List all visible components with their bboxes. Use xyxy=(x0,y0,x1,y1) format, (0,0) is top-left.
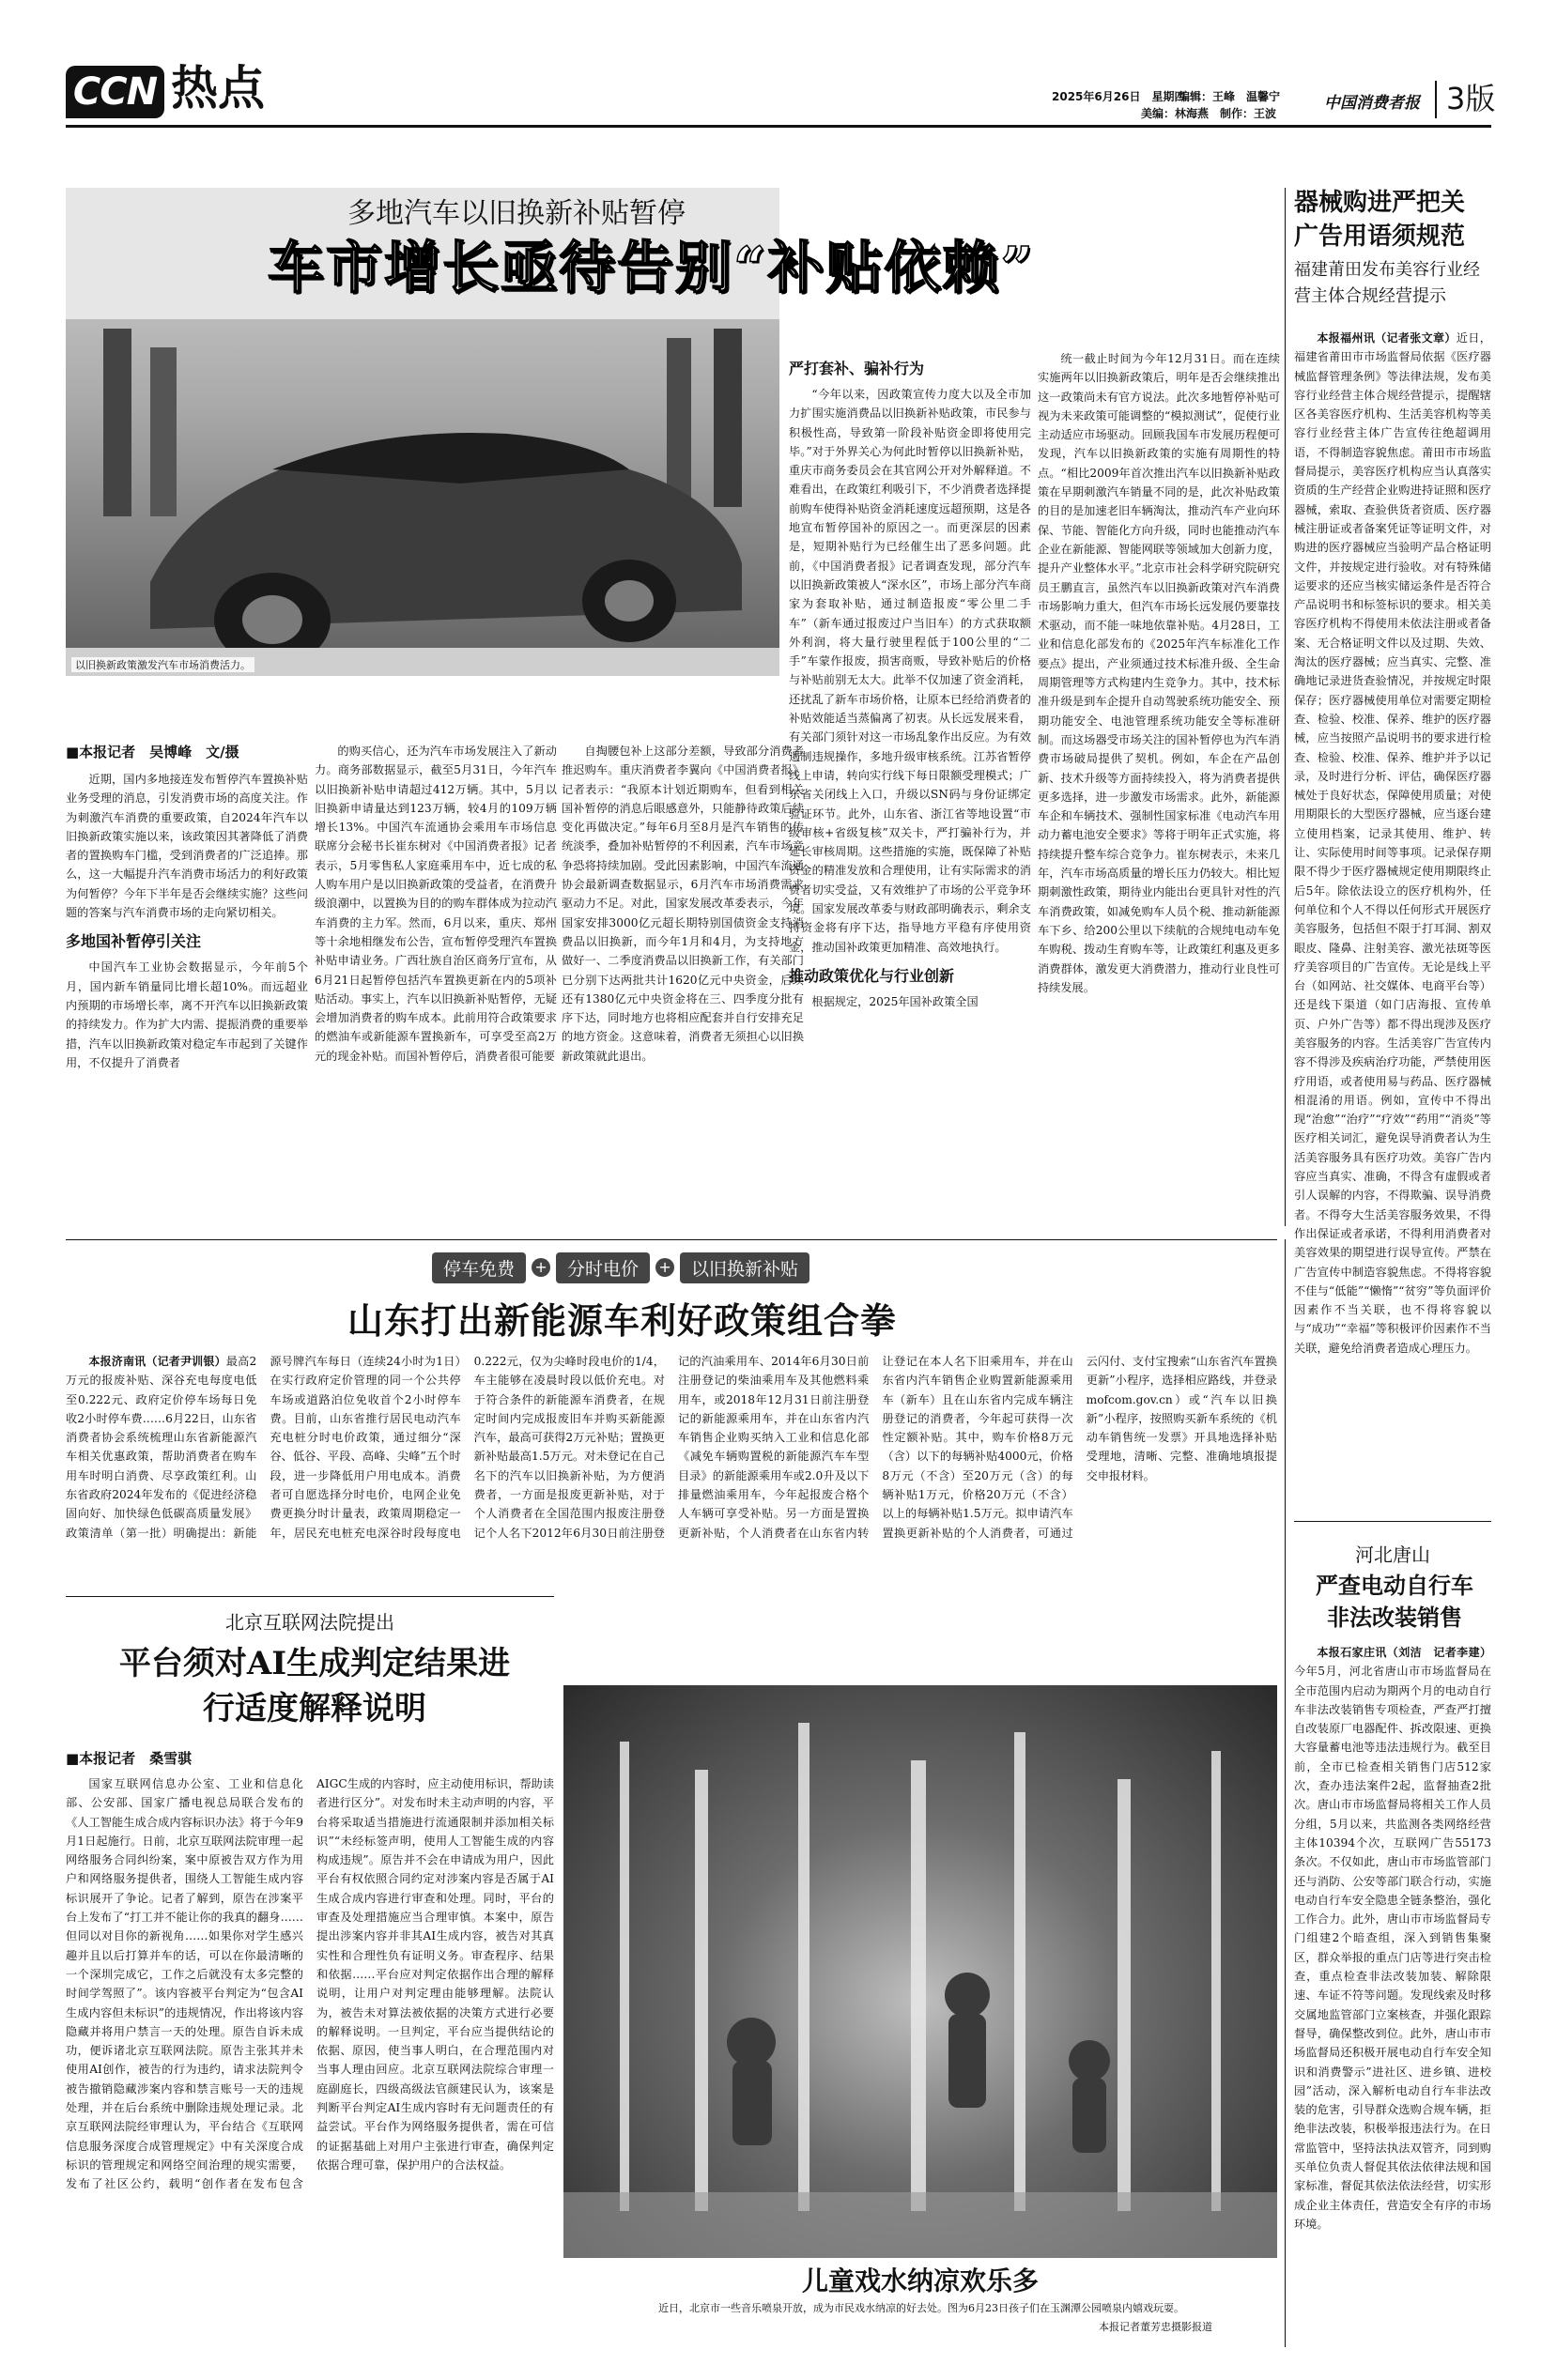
side1-byline: 本报福州讯（记者张文章） xyxy=(1317,331,1457,345)
court-top-rule xyxy=(66,1596,554,1597)
side2-rule xyxy=(1294,1521,1491,1522)
side1-headline: 器械购进严把关 广告用语须规范 xyxy=(1294,189,1466,251)
pill-time-of-use: 分时电价 xyxy=(556,1252,650,1283)
side-divider xyxy=(1285,1239,1286,2347)
lead-col2 xyxy=(315,742,557,1230)
side2-body xyxy=(1294,1643,1491,2347)
masthead-rule xyxy=(66,125,1491,128)
side1-text xyxy=(1294,329,1491,1358)
lead-sub2: 严打套补、骗补行为 xyxy=(789,360,925,377)
plus-icon: + xyxy=(532,1258,550,1277)
lead-col4 xyxy=(789,349,1031,1230)
court-byline: ■本报记者 桑雪骐 xyxy=(66,1750,193,1767)
lead-col5-text: 统一截止时间为今年12月31日。而在连续实施两年以旧换新政策后，明年是否会继续推出这一政策尚未有官方说法。此次多地暂停补贴可视为未来政策可能调整的“模拟测试”，促使行业主动适应市场驱动。回顾我国车市发展历程便可发现，汽车以旧换新政策的实施有周期性的特点。“相比2009年首次推出汽车以旧换新补贴政策在早期刺激汽车销量不同的是，此次补贴政策的目的是加速老旧车辆淘汰，推动汽车产业向环保、节能、智能化方向升级，同时也能推动汽车企业在新能源、智能网联等领域加大创新力度，提升产业整体水平。”北京市社会科学研究院研究员王鹏直言，虽然汽车以旧换新政策对汽车消费市场影响力重大，但汽车市场长远发展仍要靠技术驱动，而不能一味地依靠补贴。4月28日，工业和信息化部发布的《2025年汽车标准化工作要点》提出，产业须通过技术标准升级、全生命周期管理等方式构建内生竞争力。其中，技术标准升级是到车企提升自动驾驶系统功能安全、预期功能安全、电池管理系统功能安全等标准研制。而这场器受市场关注的国补暂停也为汽车消费市场破局提供了契机。例如，车企在产品创新、技术升级等方面持续投入，将为消费者提供更多选择，进一步激发市场需求。此外，新能源车企和车辆技术、强制性国家标准《电动汽车用动力蓄电池安全要求》等将于明年正式实施，将持续提升整车综合竞争力。崔东树表示，未来几年，汽车市场高质量的增长压力仍较大。相比短期刺激性政策，期待业内能出台更具针对性的汽车消费政策，如减免购车人员个税、推动新能源车下乡、给200公里以下续航的合规纯电动车免车购税、拨动生育购车等，让政策红利惠及更多消费群体，激发更大消费潜力，推动行业良性可持续发展。 xyxy=(1038,352,1280,994)
lead-left-divider xyxy=(1285,188,1286,1226)
editors-line2: 美编：林海燕 制作：王波 xyxy=(1141,107,1277,120)
page-number: 3版 xyxy=(1446,81,1496,116)
fountain-title: 儿童戏水纳凉欢乐多 xyxy=(801,2265,1039,2296)
section-title: 热点 xyxy=(171,60,265,115)
lead-sub3: 推动政策优化与行业创新 xyxy=(789,966,955,985)
band-text xyxy=(66,1352,1277,1543)
side1-subhead: 福建莆田发布美容行业经营主体合规经营提示 xyxy=(1294,260,1480,306)
paper-name: 中国消费者报 xyxy=(1324,94,1420,113)
lead-col2-text: 的购买信心，还为汽车市场发展注入了新动力。商务部数据显示，截至5月31日，今年汽车以旧换新补贴申请超过412万辆。其中，5月以旧换新申请量达到123万辆，较4月的109万辆增长13%。中国汽车流通协会乘用车市场信息联席分会秘书长崔东树对《中国消费者报》记者表示，5月零售私人家庭乘用车中，近七成的私人购车用户是以旧换新政策的受益者，在消费升级浪潮中，以置换为目的的购车群体成为拉动汽车消费的主力军。然而，6月以来，重庆、郑州等十余地相继发布公告，宣布暂停受理汽车置换补贴申请业务。广西壮族自治区商务厅宣布，从6月21日起暂停包括汽车置换更新在内的5项补贴活动。事实上，汽车以旧换新补贴暂停，无疑会增加消费者的购车成本。此前用符合政策要求的燃油车或新能源车置换新车，可享受至高2万元的现金补贴。而国补暂停后，消费者很可能要 xyxy=(315,745,557,1063)
fountain-credit: 本报记者董芳忠摄影报道 xyxy=(1099,2321,1212,2333)
ccn-logo: CCN xyxy=(66,66,164,118)
side1-body xyxy=(1294,329,1491,1512)
pill-parking-free: 停车免费 xyxy=(432,1252,526,1283)
lead-col1 xyxy=(66,770,308,1230)
lead-kicker: 多地汽车以旧换新补贴暂停 xyxy=(347,197,686,230)
fountain-caption: 近日，北京市一些音乐喷泉开放，成为市民戏水纳凉的好去处。图为6月23日孩子们在玉渊潭公园喷泉内嬉戏玩耍。 xyxy=(658,2302,1184,2314)
lead-col3 xyxy=(562,742,804,1230)
side2-headline: 严查电动自行车非法改装销售 xyxy=(1316,1572,1473,1631)
lead-caption: 以旧换新政策激发汽车市场消费活力。 xyxy=(71,657,254,672)
lead-byline: ■本报记者 吴博峰 文/摄 xyxy=(66,744,239,760)
pill-trade-in: 以旧换新补贴 xyxy=(680,1252,809,1283)
lead-col4-text: “今年以来，因政策宣传力度大以及全市加力扩围实施消费品以旧换新补贴政策，市民参与积极性高，导致第一阶段补贴资金即将使用完毕。”对于外界关心为何此时暂停以旧换新补贴，重庆市商务委员会在其官网公开对外解释道。不难看出，在政策红利吸引下，不少消费者选择提前购车使得补贴资金消耗速度远超预期，这是各地宣布暂停国补的原因之一。而更深层的因素是，短期补贴行为已经催生出了恶多问题。此前，《中国消费者报》记者调查发现，部分汽车以旧换新政策被人“深水区”，市场上部分汽车商家为套取补贴，通过制造报废“零公里二手车”（新车通过报废过户当旧车）的方式获取额外利润，将大量行驶里程低于100公里的“二手”车蒙作报废，损害商贩，导致补贴后的价格与补贴前别无太大。此举不仅加速了资金消耗，还扰乱了新车市场价格，让原本已经给消费者的补贴效能适当蒸偏离了初衷。从长远发展来看，有关部门须针对这一市场乱象作出反应。为有效遏制违规操作，多地升级审核系统。江苏省暂停线上申请，转向实行线下每日限额受理模式；广东省关闭线上入口，升级以SN码与身份证绑定验证环节。此外，山东省、浙江省等地设置“市级审核+省级复核”双关卡，严打骗补行为，并延长审核周期。这些措施的实施，既保障了补贴资金的精准发放和合理使用，让有实际需求的消费者切实受益，又有效维护了市场的公平竞争环境。国家发展改革委与财政部明确表示，剩余支持资金将有序下达，指导地方平稳有序使用资金，推动国补政策更加精准、高效地执行。 xyxy=(789,388,1031,954)
editors-line1: 编辑：王峰 温馨宁 xyxy=(1179,90,1281,103)
issue-date: 2025年6月26日 星期四 xyxy=(1052,90,1186,103)
band-byline: 本报济南讯（记者尹训银） xyxy=(88,1355,226,1368)
court-text: 国家互联网信息办公室、工业和信息化部、公安部、国家广播电视总局联合发布的《人工智能生成合成内容标识办法》将于今年9月1日起施行。日前，北京互联网法院审理一起网络服务合同纠纷案，案中原被告双方作为用户和网络服务提供者，围绕人工智能生成内容标识展开了争论。记者了解到，原告在涉案平台上发布了“打工并不能让你的我真的翻身……但同以对目你的新视角……如果你对学生感兴趣并且以后打算并车的话，可以在你最清晰的一个深圳完成它，工作之后就没有太多完整的时间学驾照了”。该内容被平台判定为“包含AI生成内容但未标识”的违规情况，作出将该内容隐藏并将用户禁言一天的处理。原告自诉未成功，便诉诸北京互联网法院。原告主张其并未使用AI创作，被告的行为违约，请求法院判令被告撤销隐藏涉案内容和禁言账号一天的违规处理，并在后台系统中删除违规处理记录。北京互联网法院经审理认为，平台结合《互联网信息服务深度合成管理规定》中有关深度合成标识的管理规定和网络空间治理的规实需要，发布了社区公约，载明“创作者在发布包含AIGC生成的内容时，应主动使用标识，帮助读者进行区分”。对发布时未主动声明的内容，平台将采取适当措施进行流通限制并添加相关标识”“未经标签声明，使用人工智能生成的内容构成违规”。原告并不会在申请成为用户，因此平台有权依照合同约定对涉案内容是否属于AI生成合成内容进行审查和处理。同时，平台的审查及处理措施应当合理审慎。本案中，原告提出涉案内容并非其AI生成内容，被告对其真实性和合理性负有证明义务。审查程序、结果和依据……平台应对判定依据作出合理的解释说明，让用户对判定理由能够理解。法院认为，被告未对算法被依据的决策方式进行必要的解释说明。一旦判定，平台应当提供结论的依据、原因，使当事人明白，在合理范围内对当事人理由回应。北京互联网法院综合审理一庭副庭长，四级高级法官颜建民认为，该案是判断平台判定AI生成内容时有无问题责任的有益尝试。平台作为网络服务提供者，需在可信的证据基础上对用户主张进行审查，确保判定依据合理可靠，保护用户的合法权益。 xyxy=(66,1777,554,2191)
side2-kicker: 河北唐山 xyxy=(1355,1543,1430,1566)
fountain-photo xyxy=(563,1685,1277,2258)
lead-col1-text: 近期，国内多地接连发布暂停汽车置换补贴业务受理的消息，引发消费市场的高度关注。作为刺激汽车消费的重要政策，自2024年汽车以旧换新政策实施以来，该政策因其著降低了消费者的置换购车门槛，受到消费者的广泛追捧。那么，这一大幅提升汽车消费市场活力的利好政策为何暂停？今年下半年是否会继续实施？这些问题的答案与汽车消费市场的走向紧切相关。 xyxy=(66,773,308,920)
plus-icon: + xyxy=(655,1258,674,1277)
band-headline: 山东打出新能源车利好政策组合拳 xyxy=(347,1299,898,1342)
band-text-body: 最高2万元的报废补贴、深谷充电每度电低至0.222元、政府定价停车场每日免收2小时停车费……6月22日，山东省消费者协会系统梳理山东省新能源汽车相关优惠政策，帮助消费者在购车用车时明白消费、尽享政策红利。山东省政府2024年发布的《促进经济稳固向好、加快绿色低碳高质量发展》政策清单（第一批）明确提出：新能源号牌汽车每日（连续24小时为1日）在实行政府定价管理的同一个公共停车场或道路泊位免收首个2小时停车费。目前，山东省推行居民电动汽车充电桩分时电价政策，通过细分“深谷、低谷、平段、高峰、尖峰”五个时段，进一步降低用户用电成本。消费者可自愿选择分时电价，电网企业免费更换分时计量表，政策周期稳定一年，居民充电桩充电深谷时段每度电0.222元，仅为尖峰时段电价的1/4，车主能够在凌晨时段以低价充电。对于符合条件的新能源车消费者，在规定时间内完成报废旧车并购买新能源汽车，最高可获得2万元补贴；置换更新补贴最高1.5万元。对未登记在自己名下的汽车以旧换新补贴，为方便消费者，一方面是报废更新补贴，对于个人消费者在全国范围内报废注册登记个人名下2012年6月30日前注册登记的汽油乘用车、2014年6月30日前注册登记的柴油乘用车及其他燃料乘用车，或2018年12月31日前注册登记的新能源乘用车，并在山东省内汽车销售企业购买纳入工业和信息化部《减免车辆购置税的新能源汽车车型目录》的新能源乘用车或2.0升及以下排量燃油乘用车，今年起报废合格个人车辆可享受补贴。另一方面是置换更新补贴，个人消费者在山东省内转让登记在本人名下旧乘用车，并在山东省内汽车销售企业购置新能源乘用车（新车）且在山东省内完成车辆注册登记的消费者，今年起可获得一次性定额补贴。其中，购车价格8万元（含）以下的每辆补贴4000元，价格8万元（不含）至20万元（含）的每辆补贴1万元，价格20万元（不含）以上的每辆补贴1.5万元。拟申请汽车置换更新补贴的个人消费者，可通过云闪付、支付宝搜索“山东省汽车置换更新”小程序，选择相应路线，并登录mofcom.gov.cn）或“汽车以旧换新”小程序，按照购买新车系统的《机动车销售统一发票》开具地选择补贴受理地，清晰、完整、准确地填报提交申报材料。 xyxy=(66,1355,1277,1540)
side2-text xyxy=(1294,1643,1491,2234)
lead-col1b-text: 中国汽车工业协会数据显示，今年前5个月，国内新车销量同比增长超10%。而远超业内预期的市场增长率，离不开汽车以旧换新政策的持续发力。作为扩大内需、提振消费的重要举措，汽车以旧换新政策对稳定车市起到了关键作用，不仅提升了消费者 xyxy=(66,960,308,1069)
court-headline: 平台须对AI生成判定结果进行适度解释说明 xyxy=(118,1645,511,1727)
band-top-rule xyxy=(66,1239,1277,1240)
court-body xyxy=(66,1774,554,2338)
masthead xyxy=(0,0,1557,131)
lead-sub1: 多地国补暂停引关注 xyxy=(66,932,202,951)
lead-col3-text: 自掏腰包补上这部分差额，导致部分消费者推迟购车。重庆消费者李翼向《中国消费者报》记者表示：“我原本计划近期购车，但看到相关国补暂停的消息后眼感意外，只能静待政策后续变化再做决定。”每年6月至8月是汽车销售的传统淡季，叠加补贴暂停的不利因素，汽车市场竞争恐将持续加剧。受此因素影响，中国汽车流通协会最新调查数据显示，6月汽车市场消费需求驱动力不足。对此，国家发展改革委表示，今年国家安排3000亿元超长期特别国债资金支持消费品以旧换新，而今年1月和4月，为支持地方做好一、二季度消费品以旧换新工作，有关部门已分别下达两批共计1620亿元中央资金，后续还有1380亿元中央资金将在三、四季度分批有序下达，同时地方也将相应配套并自行安排充足的地方资金。这意味着，消费者无须担心以旧换新政策就此退出。 xyxy=(562,745,804,1063)
side1-text-body: 近日，福建省莆田市市场监督局依据《医疗器械监督管理条例》等法律法规，发布美容行业经营主体合规经营提示，提醒辖区各美容医疗机构、生活美容机构等美容行业经营主体广告宣传往绝超调用语，不得制造容貌焦虑。莆田市市场监督局提示，美容医疗机构应当认真落实资质的生产经营企业购进持证照和医疗器械，索取、查验供货者资质、医疗器械注册证或者备案凭证等证明文件，对购进的医疗器械应当验明产品合格证明文件，并按规定进行验收。对有特殊储运要求的还应当核实储运条件是否符合产品说明书和标签标识的要求。相关美容医疗机构不得使用未依法注册或者备案、无合格证明文件以及过期、失效、淘汰的医疗器械；应当真实、完整、准确地记录进货查验情况，并按规定时限保存；医疗器械使用单位对需要定期检查、检验、校准、保养、维护的医疗器械，应当按照产品说明书的要求进行检查、检验、校准、保养、维护并予以记录，及时进行分析、评估，确保医疗器械处于良好状态，保障使用质量；对使用期限长的大型医疗器械，应当逐台建立使用档案，记录其使用、维护、转让、实际使用时间等事项。记录保存期限不得少于医疗器械规定使用期限终止后5年。除依法设立的医疗机构外，任何单位和个人不得以任何形式开展医疗美容服务，包括但不限于打耳洞、割双眼皮、隆鼻、注射美容、激光祛斑等医疗美容项目的广告宣传。无论是线上平台（如网站、社交媒体、电商平台等）还是线下渠道（如门店海报、宣传单页、户外广告等）都不得出现涉及医疗美容服务的内容。生活美容广告宣传内容不得涉及疾病治疗功能，严禁使用医疗用语，或者使用易与药品、医疗器械相混淆的用语。例如，宣传中不得出现“治愈”“治疗”“疗效”“药用”“消炎”等医疗相关词汇，避免误导消费者认为生活美容服务具有医疗功效。美容广告内容应当真实、准确，不得含有虚假或者引人误解的内容，不得欺骗、误导消费者。不得夸大生活美容服务效果，不得作出保证或者承诺，不得利用消费者对美容效果的期望进行误导宣传。严禁在广告宣传中制造容貌焦虑。不得将容貌不佳与“低能”“懒惰”“贫穷”等负面评价因素作不当关联，也不得将容貌以与“成功”“幸福”等积极评价因素作不当关联，避免给消费者造成心理压力。 xyxy=(1294,331,1491,1355)
lead-col5 xyxy=(1038,349,1280,1230)
fountain-illustration xyxy=(563,1685,1277,2258)
page-divider xyxy=(1435,81,1437,118)
side2-text-body: 今年5月，河北省唐山市市场监督局在全市范围内启动为期两个月的电动自行车非法改装销售专项检查，严查严打擅自改装原厂电器配件、拆改限速、更换大容量蓄电池等违法违规行为。截至目前，全市已检查相关销售门店512家次，查办违法案件2起，监督抽查2批次。唐山市市场监督局将相关工作人员分组，5月以来，共监测各类网络经营主体10394个次，互联网广告55173条次。不仅如此，唐山市市场监管部门还与消防、公安等部门联合行动，实施电动自行车安全隐患全链条整治，强化工作合力。此外，唐山市市场监督局专门组建2个暗查组，深入到销售集聚区，群众举报的重点门店等进行突击检查，重点检查非法改装加装、解除限速、车证不符等问题。发现线索及时移交属地监管部门立案核查，并强化跟踪督导，确保整改到位。此外，唐山市市场监督局还积极开展电动自行车安全知识和消费警示”进社区、进乡镇、进校园”活动，深入解析电动自行车非法改装的危害，引导群众选购合规车辆，拒绝非法改装，积极举报违法行为。在日常监管中，坚持法执法双管齐，同到购买单位负责人督促其依法依律法规和国家标准，督促其依法依法经营，切实形成企业主体责任，营造安全有序的市场环境。 xyxy=(1294,1665,1491,2231)
side2-byline: 本报石家庄讯（刘洁 记者李建） xyxy=(1317,1646,1491,1659)
band-body xyxy=(66,1352,1277,1587)
band-pills xyxy=(432,1252,809,1282)
lead-col4b-text: 根据规定，2025年国补政策全国 xyxy=(811,994,979,1008)
lead-headline: 车市增长亟待告别“补贴依赖” xyxy=(268,236,1036,301)
court-kicker: 北京互联网法院提出 xyxy=(225,1611,394,1634)
